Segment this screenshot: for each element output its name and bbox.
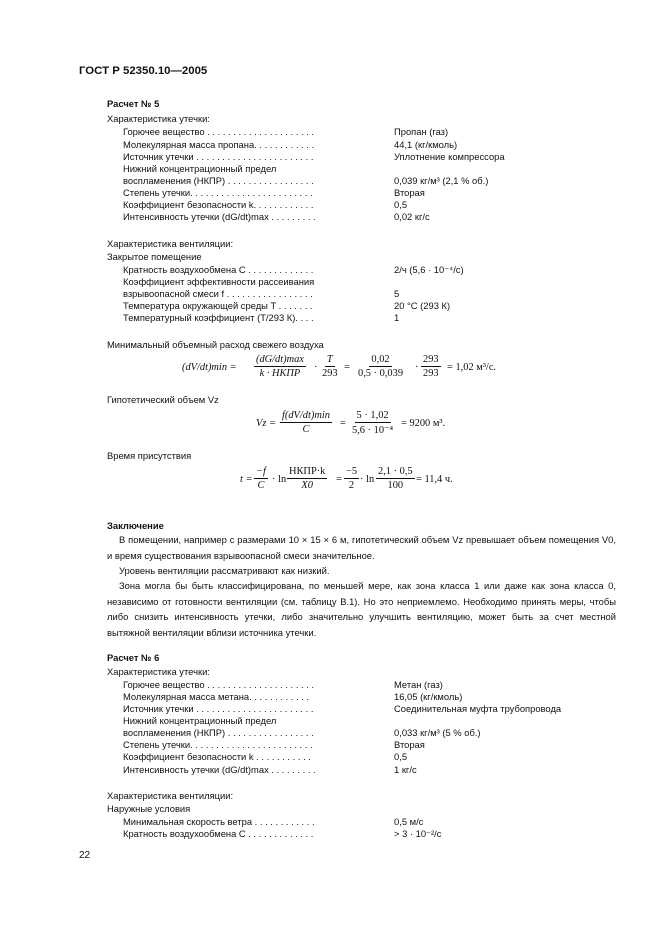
calc6-leak-label: воспламенения (НКПР) . . . . . . . . . . . . . . . . . [123,727,314,738]
calc6-leak-value: Соединительная муфта трубопровода [394,703,562,714]
calc6-vent-value: > 3 · 10⁻²/с [394,828,442,839]
hyp-volume-label: Гипотетический объем Vz [107,394,219,405]
min-flow-label: Минимальный объемный расход свежего воздуха [107,339,324,350]
calc5-vent-label: Коэффициент эффективности рассеивания [123,276,315,287]
calc6-leak-value: 0,5 [394,751,408,762]
time-label: Время присутствия [107,450,192,461]
calc5-vent-value: 5 [394,288,400,299]
calc5-leak-value: 0,02 кг/с [394,211,430,222]
calc5-leak-label: Нижний концентрационный предел [123,163,277,174]
formula2-lhs: Vz = [256,418,276,429]
calc5-title: Расчет № 5 [107,98,160,109]
calc5-room-type: Закрытое помещение [107,251,202,262]
formula3-frac1: $\frac{-f}{C}$ [256,466,266,491]
calc5-leak-value: 0,5 [394,199,408,210]
formula1-frac2: $\frac{T}{293}$ [322,354,338,379]
calc5-leak-label: Интенсивность утечки (dG/dt)max . . . . . . . . . [123,211,316,222]
calc6-vent-heading: Характеристика вентиляции: [107,790,234,801]
formula3-ln1: · ln [272,474,287,485]
formula3-lhs: t = [240,474,253,485]
formula3-frac3: $\frac{-5}{2}$ [346,466,358,491]
calc5-vent-heading: Характеристика вентиляции: [107,238,234,249]
calc6-leak-value: 0,033 кг/м³ (5 % об.) [394,727,481,738]
calc5-vent-label: Температурный коэффициент (T/293 К). . . . [123,312,314,323]
calc6-leak-value: Метан (газ) [394,679,443,690]
formula1-dot: · [314,362,318,373]
formula3-result: = 11,4 ч. [416,474,453,485]
calc5-vent-label: Температура окружающей среды T . . . . . . . [123,300,313,311]
calc6-leak-label: Интенсивность утечки (dG/dt)max . . . . . . . . . [123,764,316,775]
formula2-result: = 9200 м³. [401,418,446,429]
calc5-leak-label: Источник утечки . . . . . . . . . . . . . . . . . . . . . . . [123,151,314,162]
calc6-title: Расчет № 6 [107,652,160,663]
calc6-leak-label: Степень утечки. . . . . . . . . . . . . . . . . . . . . . . . [123,739,313,750]
calc6-vent-label: Минимальная скорость ветра . . . . . . . . . . . . [123,816,315,827]
calc6-leak-value: 16,05 (кг/кмоль) [394,691,463,702]
calc5-vent-label: Кратность воздухообмена C . . . . . . . . . . . . . [123,264,314,275]
calc5-leak-label: Горючее вещество . . . . . . . . . . . . . . . . . . . . . [123,126,314,137]
formula1-frac4: $\frac{293}{293}$ [423,354,439,379]
page-number: 22 [79,850,91,861]
document-header: ГОСТ Р 52350.10—2005 [79,65,208,77]
calc5-leak-value: Вторая [394,187,425,198]
formula1-frac1: (dG/dt)max k · НКПР [256,354,304,379]
formula3-frac4: $\frac{2,1 \cdot 0,5}{100}$ [378,466,413,491]
calc5-leak-value: Уплотнение компрессора [394,151,505,162]
calc5-vent-value: 1 [394,312,400,323]
formula1-dot: · [415,362,419,373]
calc5-vent-value: 20 °С (293 К) [394,300,451,311]
formula1-lhs: (dV/dt)min = [182,362,237,373]
calc5-leak-value: Пропан (газ) [394,126,449,137]
formula3-ln2: · ln [360,474,375,485]
formula3-eq: = [336,474,342,485]
calc6-leak-label: Горючее вещество . . . . . . . . . . . . . . . . . . . . . [123,679,314,690]
calc6-leak-label: Нижний концентрационный предел [123,715,277,726]
formula2-frac1: f(dV/dt)min C [282,410,330,435]
calc6-leak-value: Вторая [394,739,425,750]
calc6-vent-label: Кратность воздухообмена C . . . . . . . . . . . . . [123,828,314,839]
calc5-leak-label: Коэффициент безопасности k. . . . . . . . . . . . [123,199,314,210]
conclusion-paragraph-1: В помещении, например с размерами 10 × 15 × 6 м, гипотетический объем Vz превышает объем помещения V0, и время существования взрывоопасной смеси значительное. [107,534,616,561]
calc6-vent-value: 0,5 м/с [394,816,424,827]
calc6-leak-label: Молекулярная масса метана. . . . . . . . . . . . [123,691,310,702]
conclusion-title: Заключение [107,520,164,531]
calc5-leak-label: Степень утечки. . . . . . . . . . . . . . . . . . . . . . . . [123,187,313,198]
calc6-leak-heading: Характеристика утечки: [107,666,210,677]
calc6-leak-value: 1 кг/с [394,764,417,775]
conclusion-paragraph-2: Уровень вентиляции рассматривают как низкий. [119,565,330,576]
calc5-leak-label: Молекулярная масса пропана. . . . . . . . . . . . [123,139,315,150]
calc6-leak-label: Коэффициент безопасности k . . . . . . . . . . . [123,751,311,762]
calc5-leak-value: 0,039 кг/м³ (2,1 % об.) [394,175,489,186]
formula2-frac2: $\frac{5 \cdot 1,02}{\text{5,6 · 10⁻⁴}}$ [352,410,394,436]
calc6-room-type: Наружные условия [107,803,191,814]
calc5-vent-value: 2/ч (5,6 · 10⁻⁴/с) [394,264,464,275]
calc5-vent-label: взрывоопасной смеси f . . . . . . . . . . . . . . . . . [123,288,313,299]
conclusion-paragraph-3: Зона могла бы быть классифицирована, по меньшей мере, как зона класса 1 или даже как зона класса 0, независимо от готовности вентиляции (см. таблицу В.1). Но это неприемлемо. Необходимо принять меры, чтобы либо снизить интенсивность утечки, либо значительно улучшить вентиляцию, может быть за счет местной вытяжной вентиляции вблизи источника утечки. [107,580,616,638]
formula2-eq: = [340,418,346,429]
calc5-leak-heading: Характеристика утечки: [107,113,210,124]
calc6-leak-label: Источник утечки . . . . . . . . . . . . . . . . . . . . . . . [123,703,314,714]
calc5-leak-label: воспламенения (НКПР) . . . . . . . . . . . . . . . . . [123,175,314,186]
formula1-eq: = [344,362,350,373]
calc5-leak-value: 44,1 (кг/кмоль) [394,139,458,150]
formula1-result: = 1,02 м³/с. [447,362,497,373]
formula3-frac2: НКПР·k X0 [289,466,326,491]
formula1-frac3: $\frac{0,02}{0,5 \cdot 0,039}$ [358,354,404,379]
